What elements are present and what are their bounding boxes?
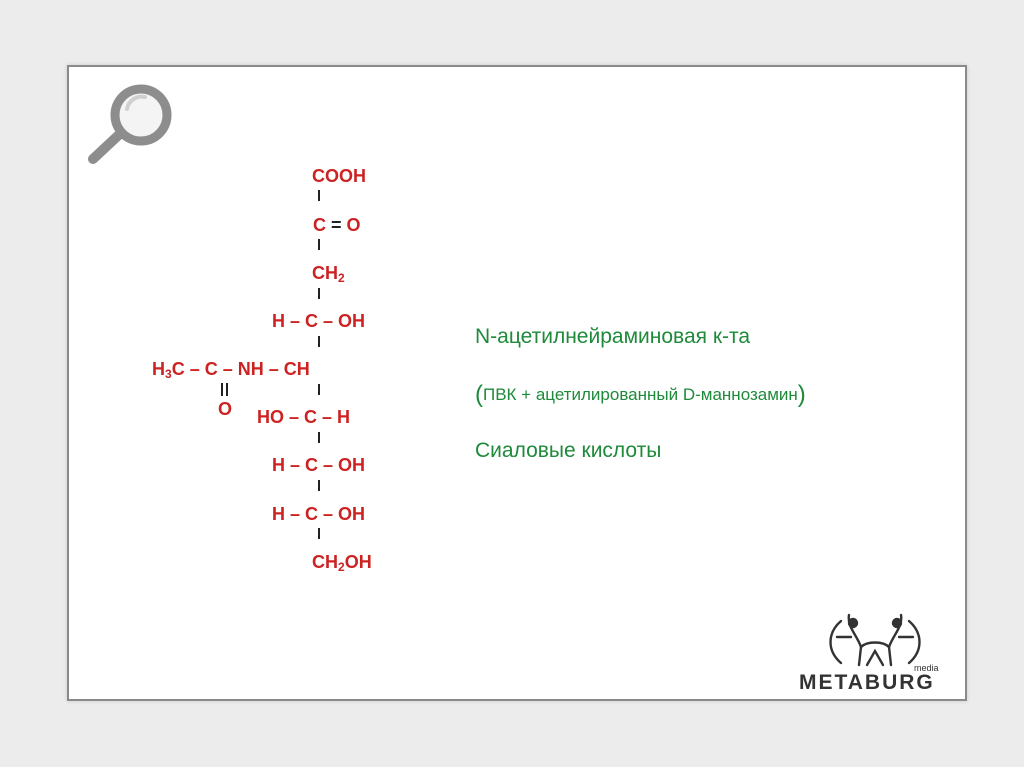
- bond: [318, 288, 320, 299]
- bond: [318, 190, 320, 201]
- acyl-oxygen: O: [218, 399, 233, 419]
- bond: [318, 239, 320, 250]
- compound-composition: (ПВК + ацетилированный D-маннозамин): [475, 381, 806, 408]
- acetamido-row: $H_3C$ – C – NH – CH: [152, 359, 310, 381]
- bond: [318, 480, 320, 491]
- row-h-c-oh: H – C – OH: [272, 455, 366, 475]
- row-ho-c-h: HO – C – H: [257, 407, 351, 427]
- compound-name: N-ацетилнейраминовая к-та: [475, 325, 751, 348]
- row-h-c-oh: H – C – OH: [272, 311, 366, 331]
- logo-brand: METABURG: [799, 671, 935, 694]
- bond: [318, 336, 320, 347]
- cooh-group: COOH: [312, 166, 366, 186]
- slide: [67, 65, 967, 701]
- bond: [318, 384, 320, 395]
- bond: [318, 432, 320, 443]
- bond: [318, 528, 320, 539]
- ch2oh-group: $CH_2OH$: [312, 552, 372, 574]
- double-bond: [221, 383, 223, 396]
- row-h-c-oh: H – C – OH: [272, 504, 366, 524]
- keto-group: C = O: [313, 215, 361, 235]
- ch2-group: $CH_2$: [312, 263, 345, 285]
- structural-formula: [69, 67, 489, 703]
- compound-class: Сиаловые кислоты: [475, 439, 662, 462]
- logo-media-label: media: [914, 663, 939, 673]
